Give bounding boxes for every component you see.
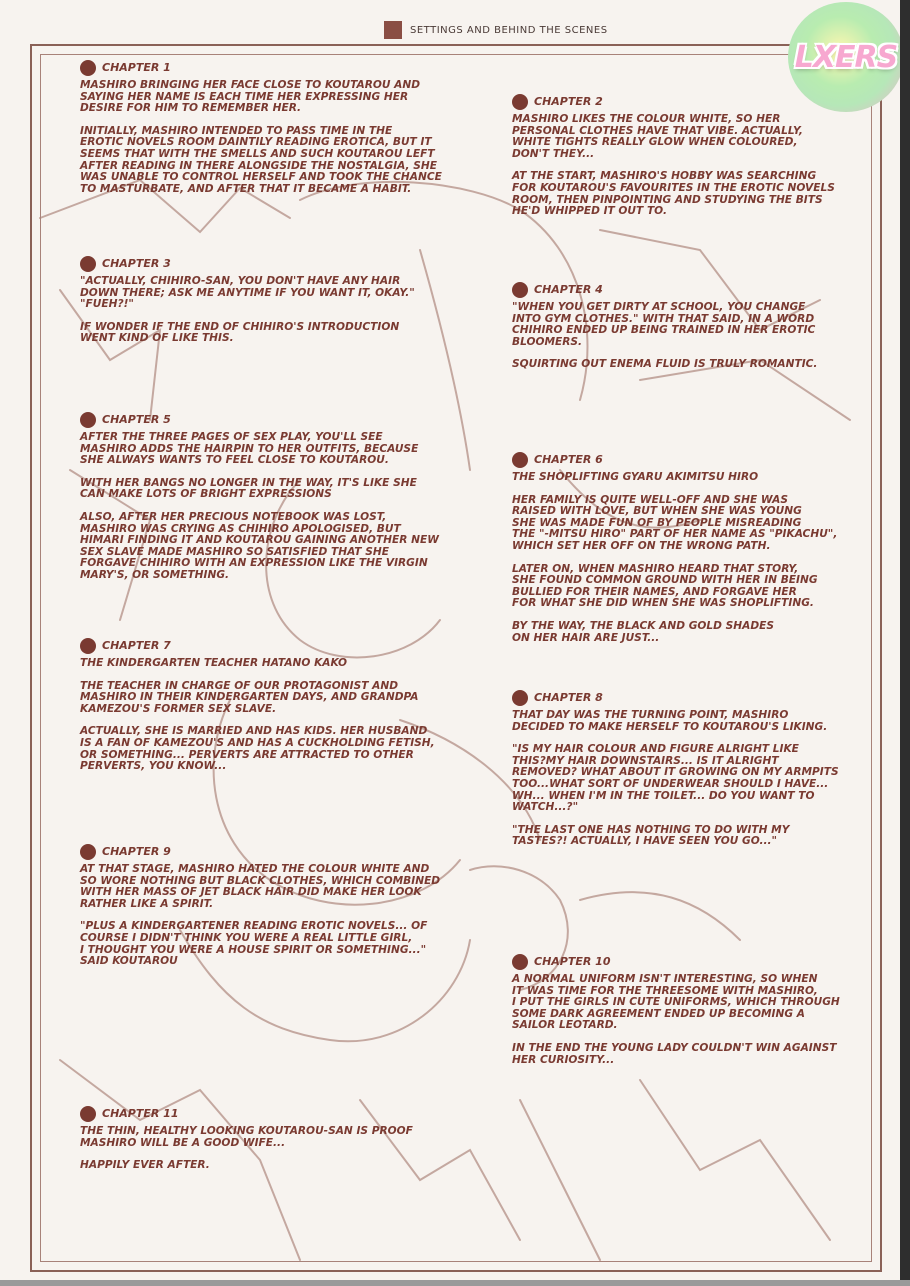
chapter-title: CHAPTER 5	[102, 413, 171, 427]
chapter-title: CHAPTER 11	[102, 1107, 179, 1121]
chapter-paragraph: THE KINDERGARTEN TEACHER HATANO KAKO	[80, 657, 348, 669]
chapter-title: CHAPTER 7	[102, 639, 171, 653]
chapter-paragraph: HAPPILY EVER AFTER.	[80, 1159, 210, 1172]
scan-edge-bottom	[0, 1280, 910, 1286]
bullet-dot-icon	[512, 94, 528, 110]
chapter-paragraph: INITIALLY, MASHIRO INTENDED TO PASS TIME IN THE EROTIC NOVELS ROOM DAINTILY READING EROTICA, BUT IT SEEMS THAT WITH THE SMELLS AND SUCH KOUTAROU LEFT AFTER READING IN THERE ALONGSIDE THE NOSTALGIA, SHE WAS UNABLE TO CONTROL HERSELF AND TOOK THE CHANCE TO MASTURBATE, AND AFTER THAT IT BECAME A HABIT.	[80, 124, 442, 195]
scan-edge-right	[900, 0, 910, 1286]
chapter-paragraph: "PLUS A KINDERGARTENER READING EROTIC NOVELS... OF COURSE I DIDN'T THINK YOU WERE A REAL LITTLE GIRL, I THOUGHT YOU WERE A HOUSE SPIRIT OR SOMETHING..." SAID KOUTAROU	[80, 920, 428, 968]
chapter-paragraph: "IS MY HAIR COLOUR AND FIGURE ALRIGHT LIKE THIS?MY HAIR DOWNSTAIRS... IS IT ALRIGHT REMOVED? WHAT ABOUT IT GROWING ON MY ARMPITS TOO...WHAT SORT OF UNDERWEAR SHOULD I HAVE... WH... WHEN I'M IN THE TOILET... DO YOU WANT TO WATCH...?"	[512, 743, 839, 814]
chapter-1	[80, 60, 480, 206]
chapter-paragraph: IF WONDER IF THE END OF CHIHIRO'S INTRODUCTION WENT KIND OF LIKE THIS.	[80, 320, 400, 345]
chapter-paragraph: LATER ON, WHEN MASHIRO HEARD THAT STORY, SHE FOUND COMMON GROUND WITH HER IN BEING BULLIED FOR THEIR NAMES, AND FORGAVE HER FOR WHAT SHE DID WHEN SHE WAS SHOPLIFTING.	[512, 562, 818, 610]
chapter-3	[80, 256, 480, 356]
bullet-dot-icon	[80, 638, 96, 654]
chapter-8	[512, 690, 872, 859]
chapter-title: CHAPTER 9	[102, 845, 171, 859]
chapter-paragraph: A NORMAL UNIFORM ISN'T INTERESTING, SO WHEN IT WAS TIME FOR THE THREESOME WITH MASHIRO, I PUT THE GIRLS IN CUTE UNIFORMS, WHICH THROUGH SOME DARK AGREEMENT ENDED UP BECOMING A SAILOR LEOTARD.	[512, 973, 840, 1032]
logo-text: LXERS	[794, 39, 898, 75]
chapter-paragraph: ALSO, AFTER HER PRECIOUS NOTEBOOK WAS LOST, MASHIRO WAS CRYING AS CHIHIRO APOLOGISED, BUT HIMARI FINDING IT AND KOUTAROU GAINING ANOTHER NEW SEX SLAVE MADE MASHIRO SO SATISFIED THAT SHE FORGAVE CHIHIRO WITH AN EXPRESSION LIKE THE VIRGIN MARY'S, OR SOMETHING.	[80, 510, 439, 581]
chapter-paragraph: AT THE START, MASHIRO'S HOBBY WAS SEARCHING FOR KOUTAROU'S FAVOURITES IN THE EROTIC NOVELS ROOM, THEN PINPOINTING AND STUDYING THE BITS HE'D WHIPPED IT OUT TO.	[512, 170, 835, 218]
bullet-dot-icon	[80, 412, 96, 428]
chapter-title: CHAPTER 2	[534, 95, 603, 109]
bullet-dot-icon	[80, 844, 96, 860]
chapter-title: CHAPTER 6	[534, 453, 603, 467]
bullet-dot-icon	[512, 452, 528, 468]
bullet-dot-icon	[512, 690, 528, 706]
chapter-paragraph: THE THIN, HEALTHY LOOKING KOUTAROU-SAN IS PROOF MASHIRO WILL BE A GOOD WIFE...	[80, 1125, 413, 1149]
chapter-paragraph: "ACTUALLY, CHIHIRO-SAN, YOU DON'T HAVE ANY HAIR DOWN THERE; ASK ME ANYTIME IF YOU WANT IT, OKAY." "FUEH?!"	[80, 275, 415, 311]
chapter-4	[512, 282, 872, 382]
chapter-paragraph: THE TEACHER IN CHARGE OF OUR PROTAGONIST AND MASHIRO IN THEIR KINDERGARTEN DAYS, AND GRANDPA KAMEZOU'S FORMER SEX SLAVE.	[80, 679, 419, 715]
chapter-paragraph: "WHEN YOU GET DIRTY AT SCHOOL, YOU CHANGE INTO GYM CLOTHES." WITH THAT SAID, IN A WORD CHIHIRO ENDED UP BEING TRAINED IN HER EROTIC BLOOMERS.	[512, 301, 816, 348]
chapter-9	[80, 844, 480, 979]
chapter-2	[512, 94, 872, 229]
chapter-paragraph: ACTUALLY, SHE IS MARRIED AND HAS KIDS. HER HUSBAND IS A FAN OF KAMEZOU'S AND HAS A CUCKHOLDING FETISH, OR SOMETHING... PERVERTS ARE ATTRACTED TO OTHER PERVERTS, YOU KNOW...	[80, 725, 435, 773]
chapter-paragraph: WITH HER BANGS NO LONGER IN THE WAY, IT'S LIKE SHE CAN MAKE LOTS OF BRIGHT EXPRESSIONS	[80, 476, 417, 501]
header-square-icon	[384, 21, 402, 39]
chapter-title: CHAPTER 3	[102, 257, 171, 271]
chapter-paragraph: MASHIRO LIKES THE COLOUR WHITE, SO HER PERSONAL CLOTHES HAVE THAT VIBE. ACTUALLY, WHITE TIGHTS REALLY GLOW WHEN COLOURED, DON'T THEY...	[512, 113, 803, 160]
chapter-paragraph: AT THAT STAGE, MASHIRO HATED THE COLOUR WHITE AND SO WORE NOTHING BUT BLACK CLOTHES, WHICH COMBINED WITH HER MASS OF JET BLACK HAIR DID MAKE HER LOOK RATHER LIKE A SPIRIT.	[80, 863, 441, 910]
chapter-7	[80, 638, 480, 784]
bullet-dot-icon	[80, 256, 96, 272]
chapter-paragraph: "THE LAST ONE HAS NOTHING TO DO WITH MY TASTES?! ACTUALLY, I HAVE SEEN YOU GO..."	[512, 823, 790, 848]
chapter-6	[512, 452, 872, 655]
chapter-paragraph: BY THE WAY, THE BLACK AND GOLD SHADES ON HER HAIR ARE JUST...	[512, 619, 775, 644]
chapter-paragraph: AFTER THE THREE PAGES OF SEX PLAY, YOU'LL SEE MASHIRO ADDS THE HAIRPIN TO HER OUTFITS, BECAUSE SHE ALWAYS WANTS TO FEEL CLOSE TO KOUTAROU.	[80, 431, 419, 467]
chapter-paragraph: MASHIRO BRINGING HER FACE CLOSE TO KOUTAROU AND SAYING HER NAME IS EACH TIME HER EXPRESSING HER DESIRE FOR HIM TO REMEMBER HER.	[80, 79, 421, 115]
chapter-paragraph: SQUIRTING OUT ENEMA FLUID IS TRULY ROMANTIC.	[512, 358, 818, 371]
chapter-5	[80, 412, 480, 593]
chapter-title: CHAPTER 10	[534, 955, 611, 969]
bullet-dot-icon	[512, 954, 528, 970]
chapter-11	[80, 1106, 480, 1183]
chapter-title: CHAPTER 4	[534, 283, 603, 297]
chapter-10	[512, 954, 872, 1077]
chapter-paragraph: IN THE END THE YOUNG LADY COULDN'T WIN AGAINST HER CURIOSITY...	[512, 1041, 837, 1066]
chapter-title: CHAPTER 8	[534, 691, 603, 705]
chapter-paragraph: THAT DAY WAS THE TURNING POINT, MASHIRO DECIDED TO MAKE HERSELF TO KOUTAROU'S LIKING.	[512, 709, 828, 733]
bullet-dot-icon	[80, 60, 96, 76]
page-header	[384, 20, 608, 40]
chapter-paragraph: THE SHOPLIFTING GYARU AKIMITSU HIRO	[512, 471, 759, 483]
bullet-dot-icon	[512, 282, 528, 298]
page-title: SETTINGS AND BEHIND THE SCENES	[410, 24, 608, 36]
chapter-title: CHAPTER 1	[102, 61, 171, 75]
chapter-paragraph: HER FAMILY IS QUITE WELL-OFF AND SHE WAS RAISED WITH LOVE, BUT WHEN SHE WAS YOUNG SHE WAS MADE FUN OF BY PEOPLE MISREADING THE "-MITSU HIRO" PART OF HER NAME AS "PIKACHU", WHICH SET HER OFF ON THE WRONG PATH.	[512, 493, 838, 552]
bullet-dot-icon	[80, 1106, 96, 1122]
